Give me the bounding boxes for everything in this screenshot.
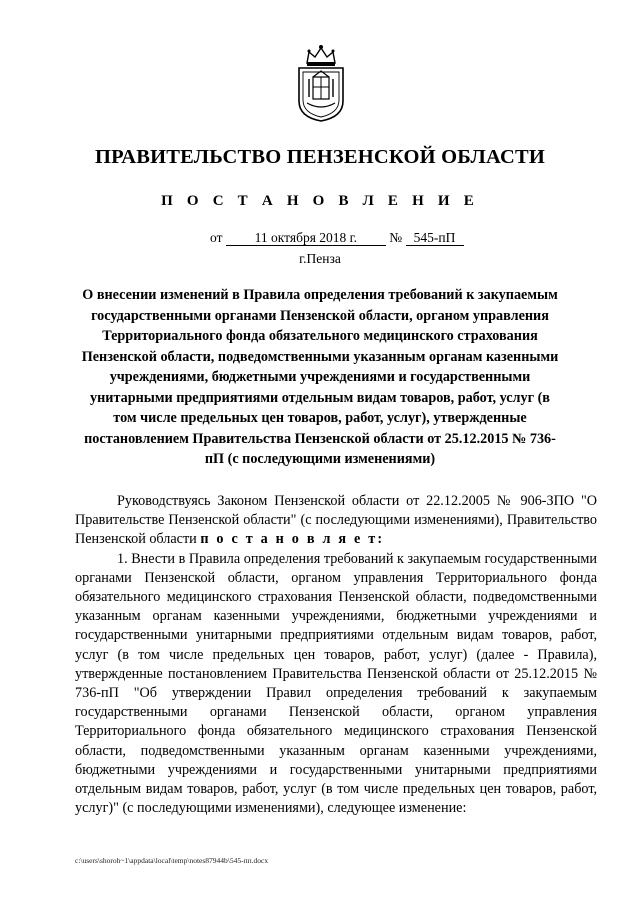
document-date: 11 октября 2018 г. (226, 230, 386, 246)
preamble-text: Руководствуясь Законом Пензенской области от 22.12.2005 № 906-ЗПО "О Правительстве Пензенской области" (с последующими изменениями), Правительство Пензенской области (75, 493, 597, 548)
preamble-paragraph (75, 492, 597, 550)
government-title: ПРАВИТЕЛЬСТВО ПЕНЗЕНСКОЙ ОБЛАСТИ (95, 146, 545, 168)
city: г.Пенза (299, 251, 341, 266)
document-type: П О С Т А Н О В Л Е Н И Е (161, 193, 479, 209)
number-prefix: № (389, 230, 403, 245)
file-path-footer: c:\users\shoroh~1\appdata\local\temp\notes87944b\545-пп.docx (75, 856, 269, 865)
document-body (75, 492, 597, 818)
date-number-line (210, 230, 464, 246)
document-number: 545-пП (406, 230, 464, 246)
decree-word: п о с т а н о в л я е т: (200, 531, 385, 548)
item-1-paragraph: 1. Внести в Правила определения требований к закупаемым государственными органами Пензенской области, органом управления Территориального фонда обязательного медицинского страхования Пензенской области, подведомственными указанным органам казенными учреждениями, бюджетными учреждениями и государственными унитарными предприятиями отдельным видам товаров, работ, услуг (в том числе предельных цен товаров, работ, услуг) (далее - Правила), утвержденные постановлением Правительства Пензенской области от 25.12.2015 № 736-пП "Об утверждении Правил определения требований к закупаемым государственными органами Пензенской области, органом управления Территориального фонда обязательного медицинского страхования Пензенской области, подведомственными указанным органам казенными учреждениями, бюджетными учреждениями и государственными унитарными предприятиями отдельным видам товаров, работ, услуг (в том числе предельных цен товаров, работ, услуг)" (с последующими изменениями), следующее изменение: (75, 550, 597, 817)
document-subject: О внесении изменений в Правила определения требований к закупаемым государственными органами Пензенской области, органом управления Территориального фонда обязательного медицинского страхования Пензенской области, подведомственными указанным органам казенными учреждениями, бюджетными учреждениями и государственными унитарными предприятиями отдельным видам товаров, работ, услуг (в том числе предельных цен товаров, работ, услуг), утвержденные постановлением Правительства Пензенской области от 25.12.2015 № 736-пП (с последующими изменениями) (81, 287, 559, 467)
coat-of-arms-emblem (295, 43, 347, 123)
date-prefix: от (210, 230, 223, 245)
